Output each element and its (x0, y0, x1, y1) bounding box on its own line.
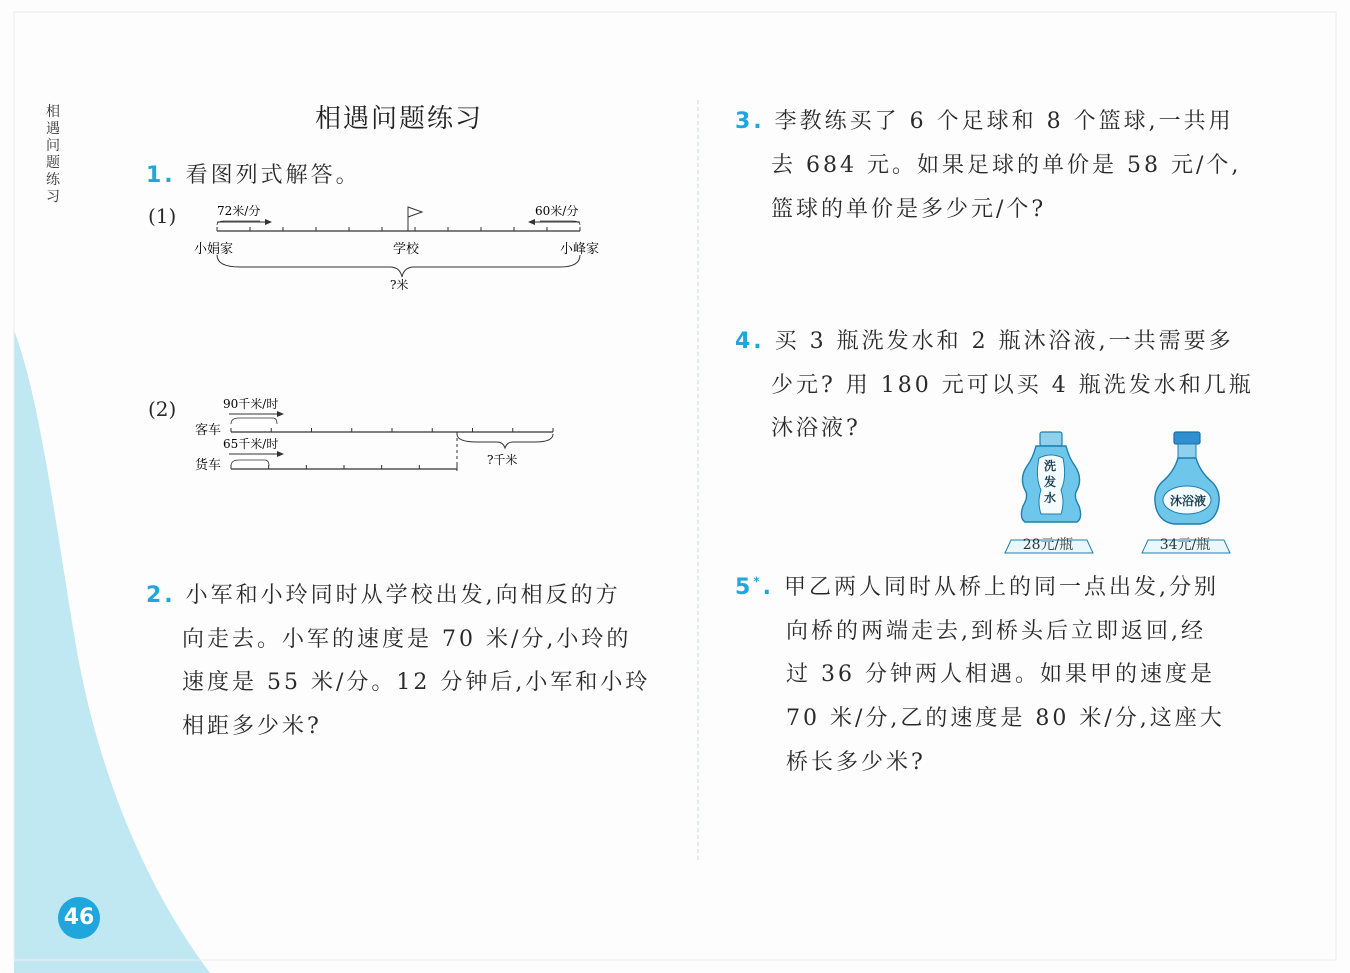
column-divider (697, 100, 699, 860)
q4-number: 4. (735, 329, 765, 354)
shampoo-price-tag: 28元/瓶 (1022, 537, 1074, 553)
q1-part1-diagram (180, 195, 630, 300)
side-char: 练 (46, 172, 60, 188)
shampoo-label-char: 洗 (1044, 459, 1057, 473)
school-flag-icon (408, 207, 422, 217)
shampoo-label-char: 发 (1044, 475, 1057, 489)
q3-line-3: 篮球的单价是多少元/个? (771, 197, 1047, 222)
side-char: 相 (46, 104, 60, 120)
bus-label: 客车 (195, 423, 222, 438)
q5-line-3: 过 36 分钟两人相遇。如果甲的速度是 (786, 662, 1215, 687)
right-speed-label: 60米/分 (535, 204, 579, 218)
q2-line-4: 相距多少米? (182, 714, 322, 739)
truck-brace (231, 460, 269, 466)
q3-text-1: 李教练买了 6 个足球和 8 个篮球,一共用 (774, 109, 1234, 134)
side-char: 习 (46, 189, 60, 205)
q4-line-1 (735, 324, 1234, 355)
truck-speed-label: 65千米/时 (223, 437, 279, 451)
q5-star: * (753, 574, 763, 589)
bodywash-label-text: 沐浴液 (1170, 494, 1207, 508)
q3-line-2: 去 684 元。如果足球的单价是 58 元/个, (771, 153, 1242, 178)
q2-text-1: 小军和小玲同时从学校出发,向相反的方 (185, 583, 621, 608)
middle-place-label: 学校 (393, 242, 420, 257)
q4-text-1: 买 3 瓶洗发水和 2 瓶沐浴液,一共需要多 (774, 329, 1234, 354)
q1-part2-diagram (185, 392, 565, 482)
q2-line-3: 速度是 55 米/分。12 分钟后,小军和小玲 (182, 670, 651, 695)
total-brace (217, 255, 580, 277)
q5-dot: . (762, 575, 774, 600)
side-char: 问 (46, 138, 60, 154)
shampoo-label-char: 水 (1044, 491, 1057, 505)
q1-heading (146, 158, 361, 189)
right-arrow-head (528, 219, 535, 225)
q5-line-4: 70 米/分,乙的速度是 80 米/分,这座大 (786, 706, 1225, 731)
q1-number: 1. (146, 163, 176, 188)
diff-brace (457, 434, 553, 448)
q5-line-2: 向桥的两端走去,到桥头后立即返回,经 (786, 619, 1206, 644)
q2-number: 2. (146, 583, 176, 608)
truck-label: 货车 (195, 458, 222, 473)
q2-line-1 (146, 578, 621, 609)
q5-text-1: 甲乙两人同时从桥上的同一点出发,分别 (783, 575, 1219, 600)
q4-line-2: 少元? 用 180 元可以买 4 瓶洗发水和几瓶 (771, 373, 1254, 398)
q4-line-3: 沐浴液? (771, 416, 861, 441)
truck-arrow-head (277, 451, 284, 457)
q3-line-1 (735, 104, 1234, 135)
q1-part1-label: (1) (148, 204, 177, 228)
bus-brace (231, 418, 277, 424)
q3-number: 3. (735, 109, 765, 134)
total-label: ?米 (390, 278, 409, 292)
q1-part2-label: (2) (148, 397, 177, 421)
q2-line-2: 向走去。小军的速度是 70 米/分,小玲的 (182, 627, 632, 652)
q5-number: 5 (735, 575, 754, 600)
left-place-label: 小娟家 (194, 242, 234, 257)
page-number: 46 (58, 897, 100, 939)
q5-line-5: 桥长多少米? (786, 750, 926, 775)
bus-arrow-head (277, 411, 284, 417)
q5-line-1 (735, 570, 1219, 601)
side-char: 遇 (46, 121, 60, 137)
left-arrow-head (265, 219, 272, 225)
diff-label: ?千米 (487, 453, 518, 467)
side-char: 题 (46, 155, 60, 171)
bus-speed-label: 90千米/时 (223, 397, 279, 411)
bodywash-price-tag: 34元/瓶 (1159, 537, 1211, 553)
side-chapter-label (43, 104, 63, 206)
q1-text: 看图列式解答。 (185, 163, 361, 188)
left-speed-label: 72米/分 (217, 204, 261, 218)
page-title: 相遇问题练习 (315, 104, 484, 134)
right-place-label: 小峰家 (560, 242, 600, 257)
